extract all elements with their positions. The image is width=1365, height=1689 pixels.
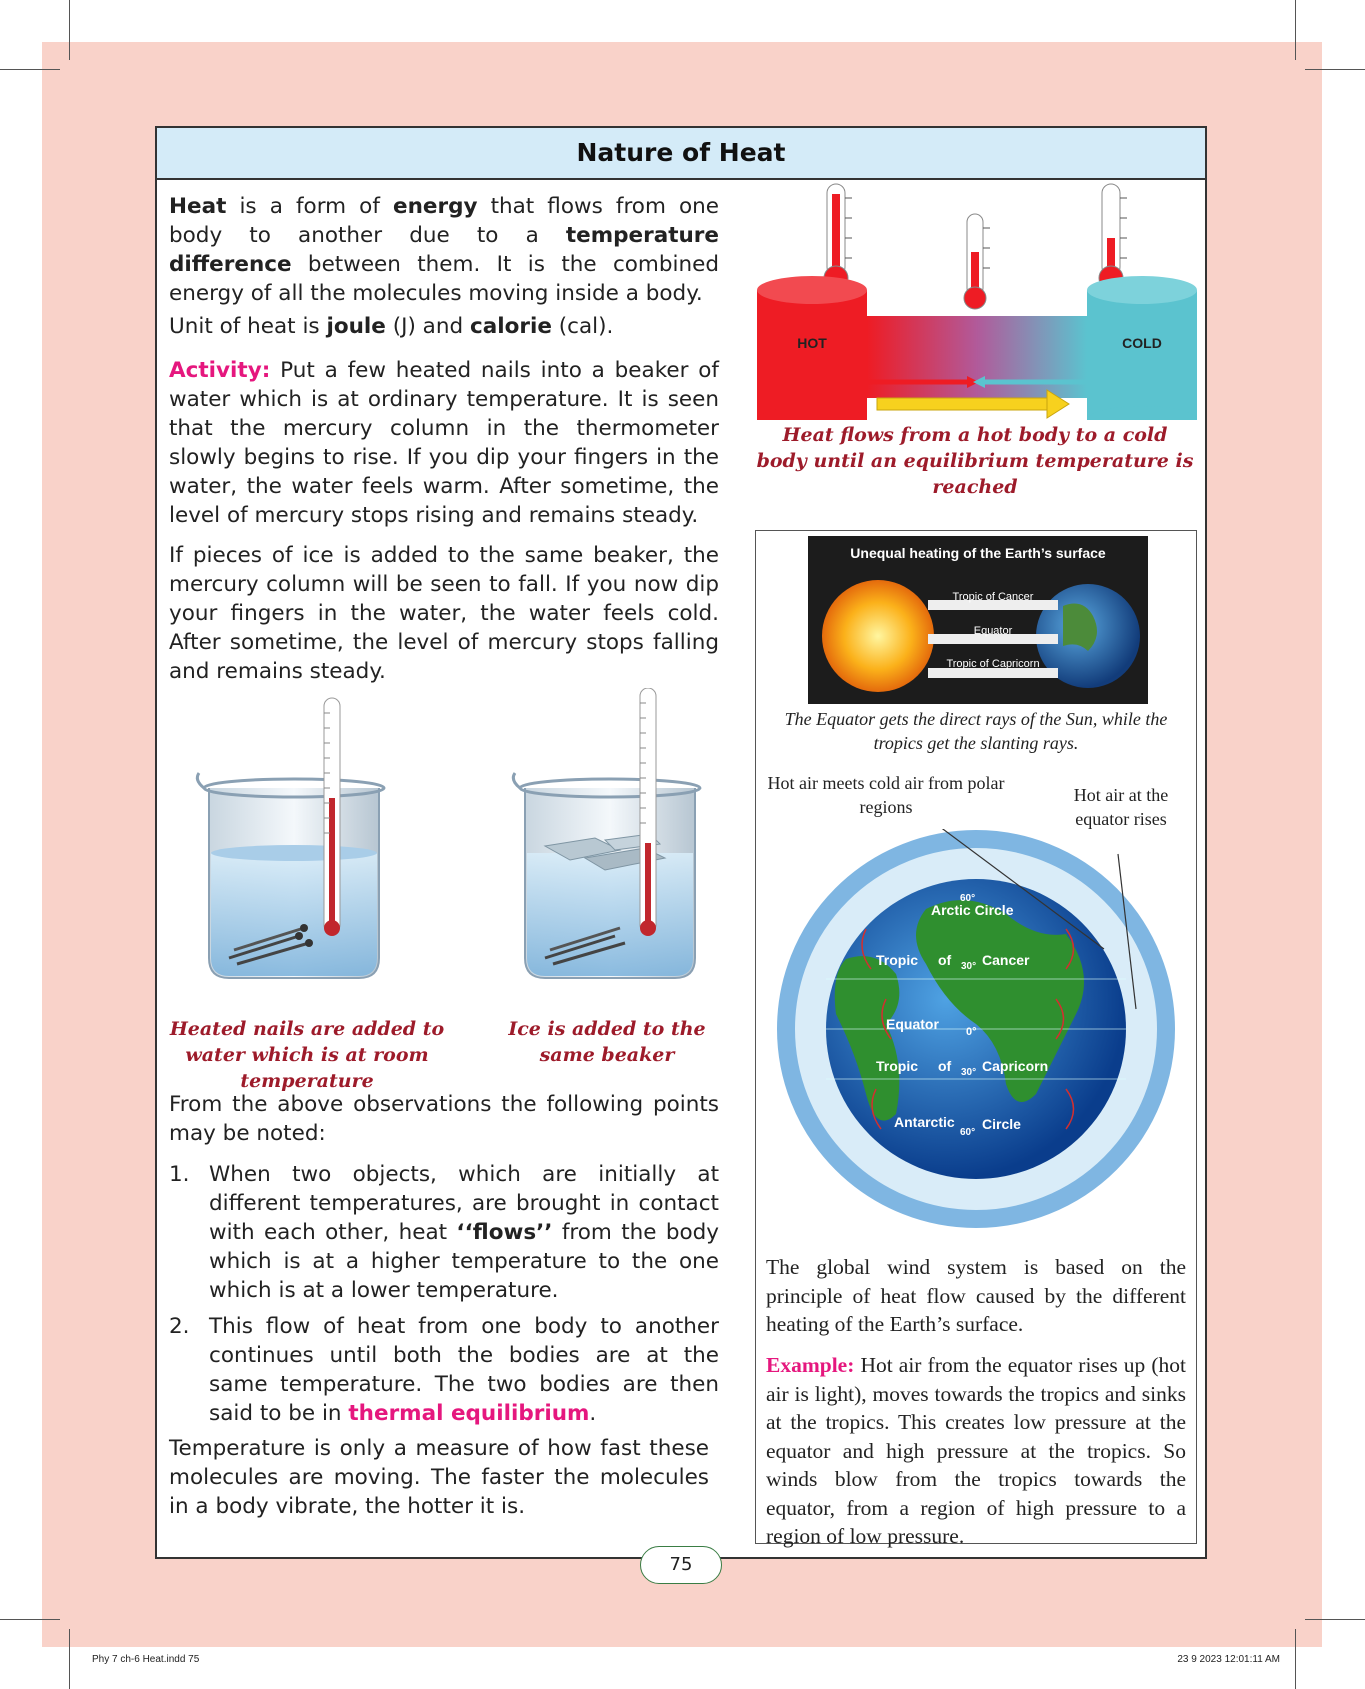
- unit-paragraph: [169, 312, 719, 341]
- activity-paragraph: [169, 356, 719, 530]
- capricorn-label: Capricorn: [982, 1058, 1049, 1074]
- footer-left: Phy 7 ch-6 Heat.indd 75: [92, 1654, 200, 1665]
- tropic-cancer-label: Tropic of Cancer: [952, 591, 1034, 603]
- right-beaker-caption: Ice is added to the same beaker: [508, 1018, 706, 1066]
- point-1-text: When two objects, which are initially at different temperatures, are brought in contact with each other, heat: [209, 1162, 719, 1245]
- unit-segment: (cal).: [551, 314, 614, 339]
- globe-label-left: Hot air meets cold air from polar regions: [767, 773, 1005, 817]
- intro-segment: energy: [393, 194, 478, 219]
- cancer-of: of: [938, 952, 952, 968]
- right-panel: [755, 530, 1197, 1548]
- intro-segment: temperature difference: [169, 223, 719, 277]
- point-1-text-end: from the body which is at a higher temperature to the one which is at a lower temperature.: [209, 1220, 719, 1303]
- deg-0: 0°: [966, 1026, 977, 1038]
- point-1: [169, 1160, 719, 1305]
- hot-label: HOT: [797, 335, 827, 351]
- intro-segment: Heat: [169, 194, 227, 219]
- thermal-equilibrium-term: thermal equilibrium: [348, 1401, 590, 1426]
- closing-paragraph: Temperature is only a measure of how fast these molecules are moving. The faster the molecules in a body vibrate, the hotter it is.: [169, 1436, 709, 1519]
- crop-mark: [69, 0, 70, 60]
- example-text: Hot air from the equator rises up (hot air is light), moves towards the tropics and sinks at the tropics. This creates low pressure at the equator and high pressure at the tropics. So winds blow from the tropics towards the equator, from a region of high pressure to a region of low pressure.: [766, 1353, 1186, 1548]
- activity-text: Put a few heated nails into a beaker of water which is at ordinary temperature. It is seen that the mercury column in the thermometer slowly begins to rise. If you dip your fingers in the water, the water feels warm. After sometime, the level of mercury stops rising and remains steady.: [169, 358, 719, 528]
- crop-mark: [1305, 1619, 1365, 1620]
- antarctic-circle-label: Circle: [982, 1116, 1021, 1132]
- cancer-label: Cancer: [982, 952, 1030, 968]
- unit-segment: joule: [326, 314, 386, 339]
- heat-bridge: [867, 316, 1087, 398]
- point-2-text: This flow of heat from one body to another continues until both the bodies are at the same temperature. The two bodies are then said to be in: [209, 1314, 719, 1426]
- arctic-circle-label: Arctic Circle: [931, 902, 1014, 918]
- beaker-right: [513, 688, 700, 978]
- flows-term: ‘‘flows’’: [456, 1220, 553, 1245]
- equator-label: Equator: [973, 625, 1013, 637]
- crop-mark: [0, 1619, 60, 1620]
- intro-segment: is a form of: [226, 194, 393, 219]
- content-box: [155, 126, 1207, 1559]
- intro-paragraph: [169, 192, 719, 308]
- unit-segment: (J) and: [385, 314, 470, 339]
- section-title: Nature of Heat: [157, 128, 1205, 180]
- activity-label: Activity:: [169, 358, 271, 383]
- antarctic-label: Antarctic: [894, 1114, 955, 1130]
- global-wind-globe: [766, 829, 1186, 1229]
- beakers-illustration: [169, 688, 729, 988]
- tropic-capricorn-word: Tropic: [876, 1058, 919, 1074]
- deg-60n: 60°: [960, 893, 976, 904]
- thermometer-cold-icon: [1099, 184, 1127, 290]
- intro-segment: that flows from one body to another due to a: [169, 194, 719, 248]
- deg-60s: 60°: [960, 1127, 976, 1138]
- earth-heating-figure: [808, 536, 1148, 704]
- deg-30s: 30°: [961, 1067, 977, 1078]
- footer-right: 23 9 2023 12:01:11 AM: [1177, 1654, 1280, 1665]
- hot-cold-caption: Heat flows from a hot body to a cold body until an equilibrium temperature is reached: [756, 424, 1194, 498]
- intro-segment: between them. It is the combined energy of all the molecules moving inside a body.: [169, 252, 719, 306]
- points-lead: From the above observations the following points may be noted:: [169, 1092, 719, 1146]
- thermometer-middle-icon: [964, 214, 990, 309]
- unit-segment: Unit of heat is: [169, 314, 327, 339]
- example-paragraph: [766, 1351, 1186, 1551]
- tropic-capricorn-label: Tropic of Capricorn: [946, 658, 1040, 670]
- capricorn-of: of: [938, 1058, 952, 1074]
- crop-mark: [1295, 0, 1296, 60]
- example-label: Example:: [766, 1353, 855, 1377]
- crop-mark: [1295, 1629, 1296, 1689]
- deg-30n: 30°: [961, 961, 977, 972]
- point-2-number: 2.: [169, 1314, 190, 1339]
- thermometer-hot-icon: [824, 184, 852, 290]
- beaker-left: [197, 698, 384, 978]
- crop-mark: [69, 1629, 70, 1689]
- thermometer-icon: [640, 688, 656, 936]
- global-wind-paragraph: The global wind system is based on the principle of heat flow caused by the different heating of the Earth’s surface.: [766, 1255, 1186, 1336]
- globe-equator-label: Equator: [886, 1016, 939, 1032]
- hot-cold-illustration: [757, 180, 1197, 420]
- point-2-text-end: .: [589, 1401, 597, 1426]
- thermometer-icon: [324, 698, 340, 936]
- earth-heating-caption: The Equator gets the direct rays of the Sun, while the tropics get the slanting rays.: [784, 709, 1168, 753]
- page-number: 75: [640, 1546, 722, 1584]
- crop-mark: [1305, 69, 1365, 70]
- sun-icon: [822, 580, 934, 692]
- crop-mark: [0, 69, 60, 70]
- ice-paragraph: If pieces of ice is added to the same beaker, the mercury column will be seen to fall. If you now dip your fingers in the water, the water feels cold. After sometime, the level of mercury stops falling and remains steady.: [169, 543, 719, 684]
- left-beaker-caption: Heated nails are added to water which is at room temperature: [169, 1018, 445, 1092]
- globe-label-right: Hot air at the equator rises: [1073, 785, 1169, 829]
- tropic-cancer-word: Tropic: [876, 952, 919, 968]
- point-1-number: 1.: [169, 1162, 190, 1187]
- earth-heating-title: Unequal heating of the Earth’s surface: [850, 545, 1106, 561]
- unit-segment: calorie: [469, 314, 552, 339]
- cold-label: COLD: [1122, 335, 1162, 351]
- point-2: [169, 1312, 719, 1428]
